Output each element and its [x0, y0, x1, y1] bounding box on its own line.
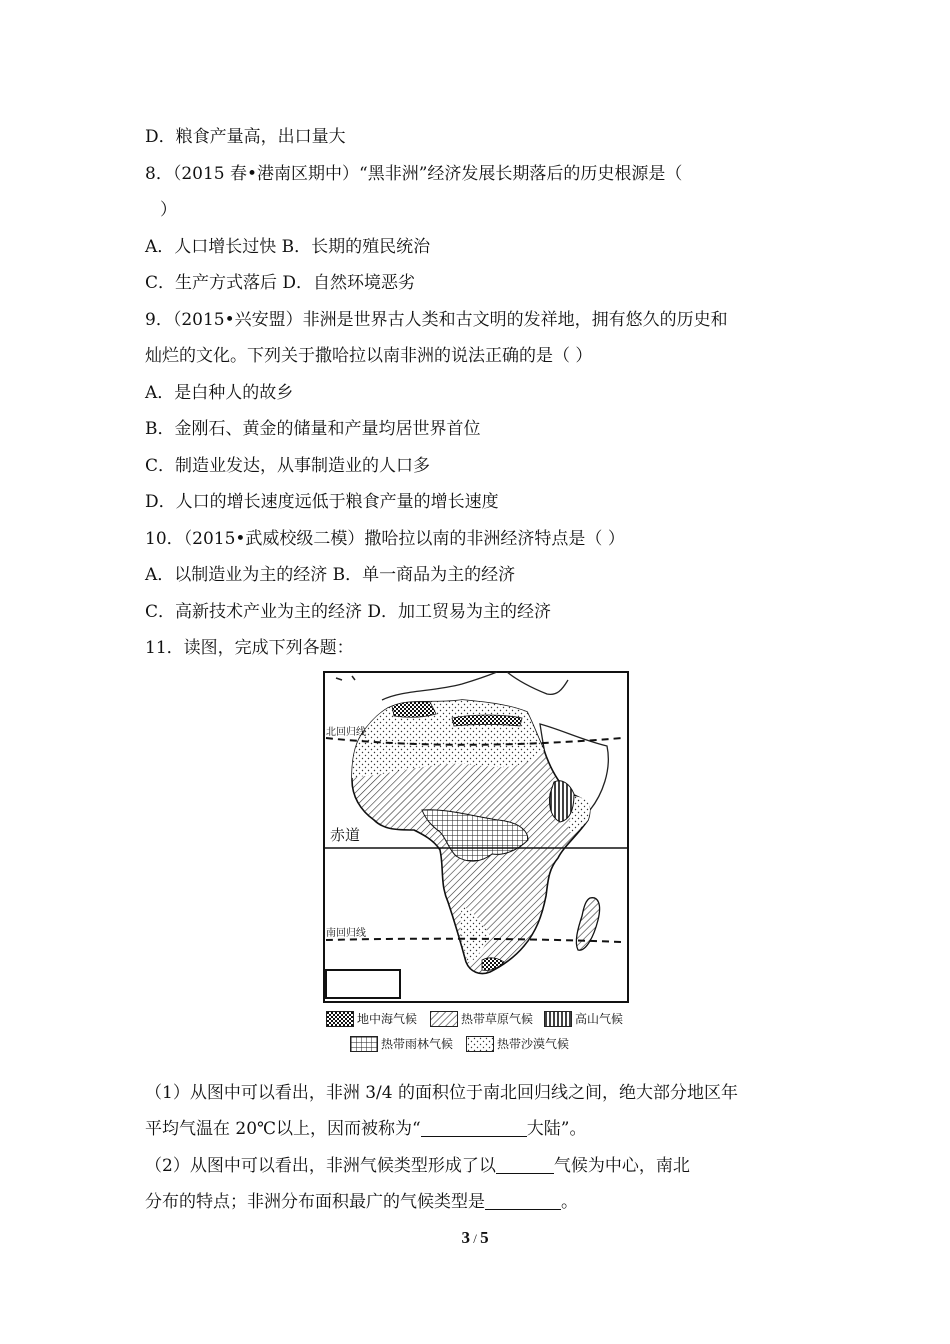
legend-desert: 热带沙漠气候: [466, 1036, 569, 1052]
question-8: 8．（2015 春•港南区期中）“黑非洲”经济发展长期落后的历史根源是（: [145, 164, 683, 184]
question-10: 10．（2015•武威校级二模）撒哈拉以南的非洲经济特点是（ ）: [145, 529, 625, 549]
sub-question-2-line2: 分布的特点；非洲分布面积最广的气候类型是 。: [145, 1192, 578, 1212]
options-ab-q8: A．人口增长过快 B．长期的殖民统治: [145, 237, 431, 257]
question-9-line1: 9．（2015•兴安盟）非洲是世界古人类和古文明的发祥地，拥有悠久的历史和: [145, 310, 728, 330]
page-number: 3 / 5: [461, 1228, 489, 1247]
legend-savanna-swatch: [430, 1011, 458, 1027]
options-cd-q8: C．生产方式落后 D．自然环境恶劣: [145, 273, 416, 293]
map-svg: [322, 670, 630, 1004]
legend-highland-swatch: [544, 1011, 572, 1027]
africa-climate-map: [322, 670, 630, 1009]
option-c-q9: C．制造业发达，从事制造业的人口多: [145, 456, 431, 476]
options-cd-q10: C．高新技术产业为主的经济 D．加工贸易为主的经济: [145, 602, 552, 622]
sub-question-2-line1: （2）从图中可以看出，非洲气候类型形成了以 气候为中心，南北: [145, 1156, 690, 1176]
scale-box: [326, 970, 400, 998]
legend-mediterranean: 地中海气候: [326, 1011, 417, 1027]
legend-rainforest-swatch: [350, 1036, 378, 1052]
legend-rainforest: 热带雨林气候: [350, 1036, 453, 1052]
legend-highland: 高山气候: [544, 1011, 623, 1027]
option-a-q9: A．是白种人的故乡: [145, 383, 294, 403]
question-9-line2: 灿烂的文化。下列关于撒哈拉以南非洲的说法正确的是（ ）: [145, 346, 593, 366]
legend-mediterranean-swatch: [326, 1011, 354, 1027]
north-tropic-label: 北回归线: [326, 727, 366, 738]
sub-question-1-line1: （1）从图中可以看出，非洲 3/4 的面积位于南北回归线之间，绝大部分地区年: [145, 1083, 738, 1103]
legend-savanna: 热带草原气候: [430, 1011, 533, 1027]
question-8-bracket: ）: [160, 200, 177, 220]
options-ab-q10: A．以制造业为主的经济 B．单一商品为主的经济: [145, 565, 516, 585]
mediterranean-north: [392, 702, 436, 718]
option-b-q9: B．金刚石、黄金的储量和产量均居世界首位: [145, 419, 481, 439]
south-tropic-label: 南回归线: [326, 928, 366, 939]
equator-label: 赤道: [330, 826, 361, 844]
option-d-q9: D．人口的增长速度远低于粮食产量的增长速度: [145, 492, 499, 512]
option-d-q7: D．粮食产量高，出口量大: [145, 127, 346, 147]
answer-blank-3[interactable]: [485, 1192, 561, 1210]
answer-blank-1[interactable]: [421, 1119, 527, 1137]
question-11: 11．读图，完成下列各题：: [145, 638, 354, 658]
sub-question-1-line2: 平均气温在 20℃以上，因而被称为“ 大陆”。: [145, 1119, 587, 1139]
answer-blank-2[interactable]: [496, 1156, 554, 1174]
legend-desert-swatch: [466, 1036, 494, 1052]
